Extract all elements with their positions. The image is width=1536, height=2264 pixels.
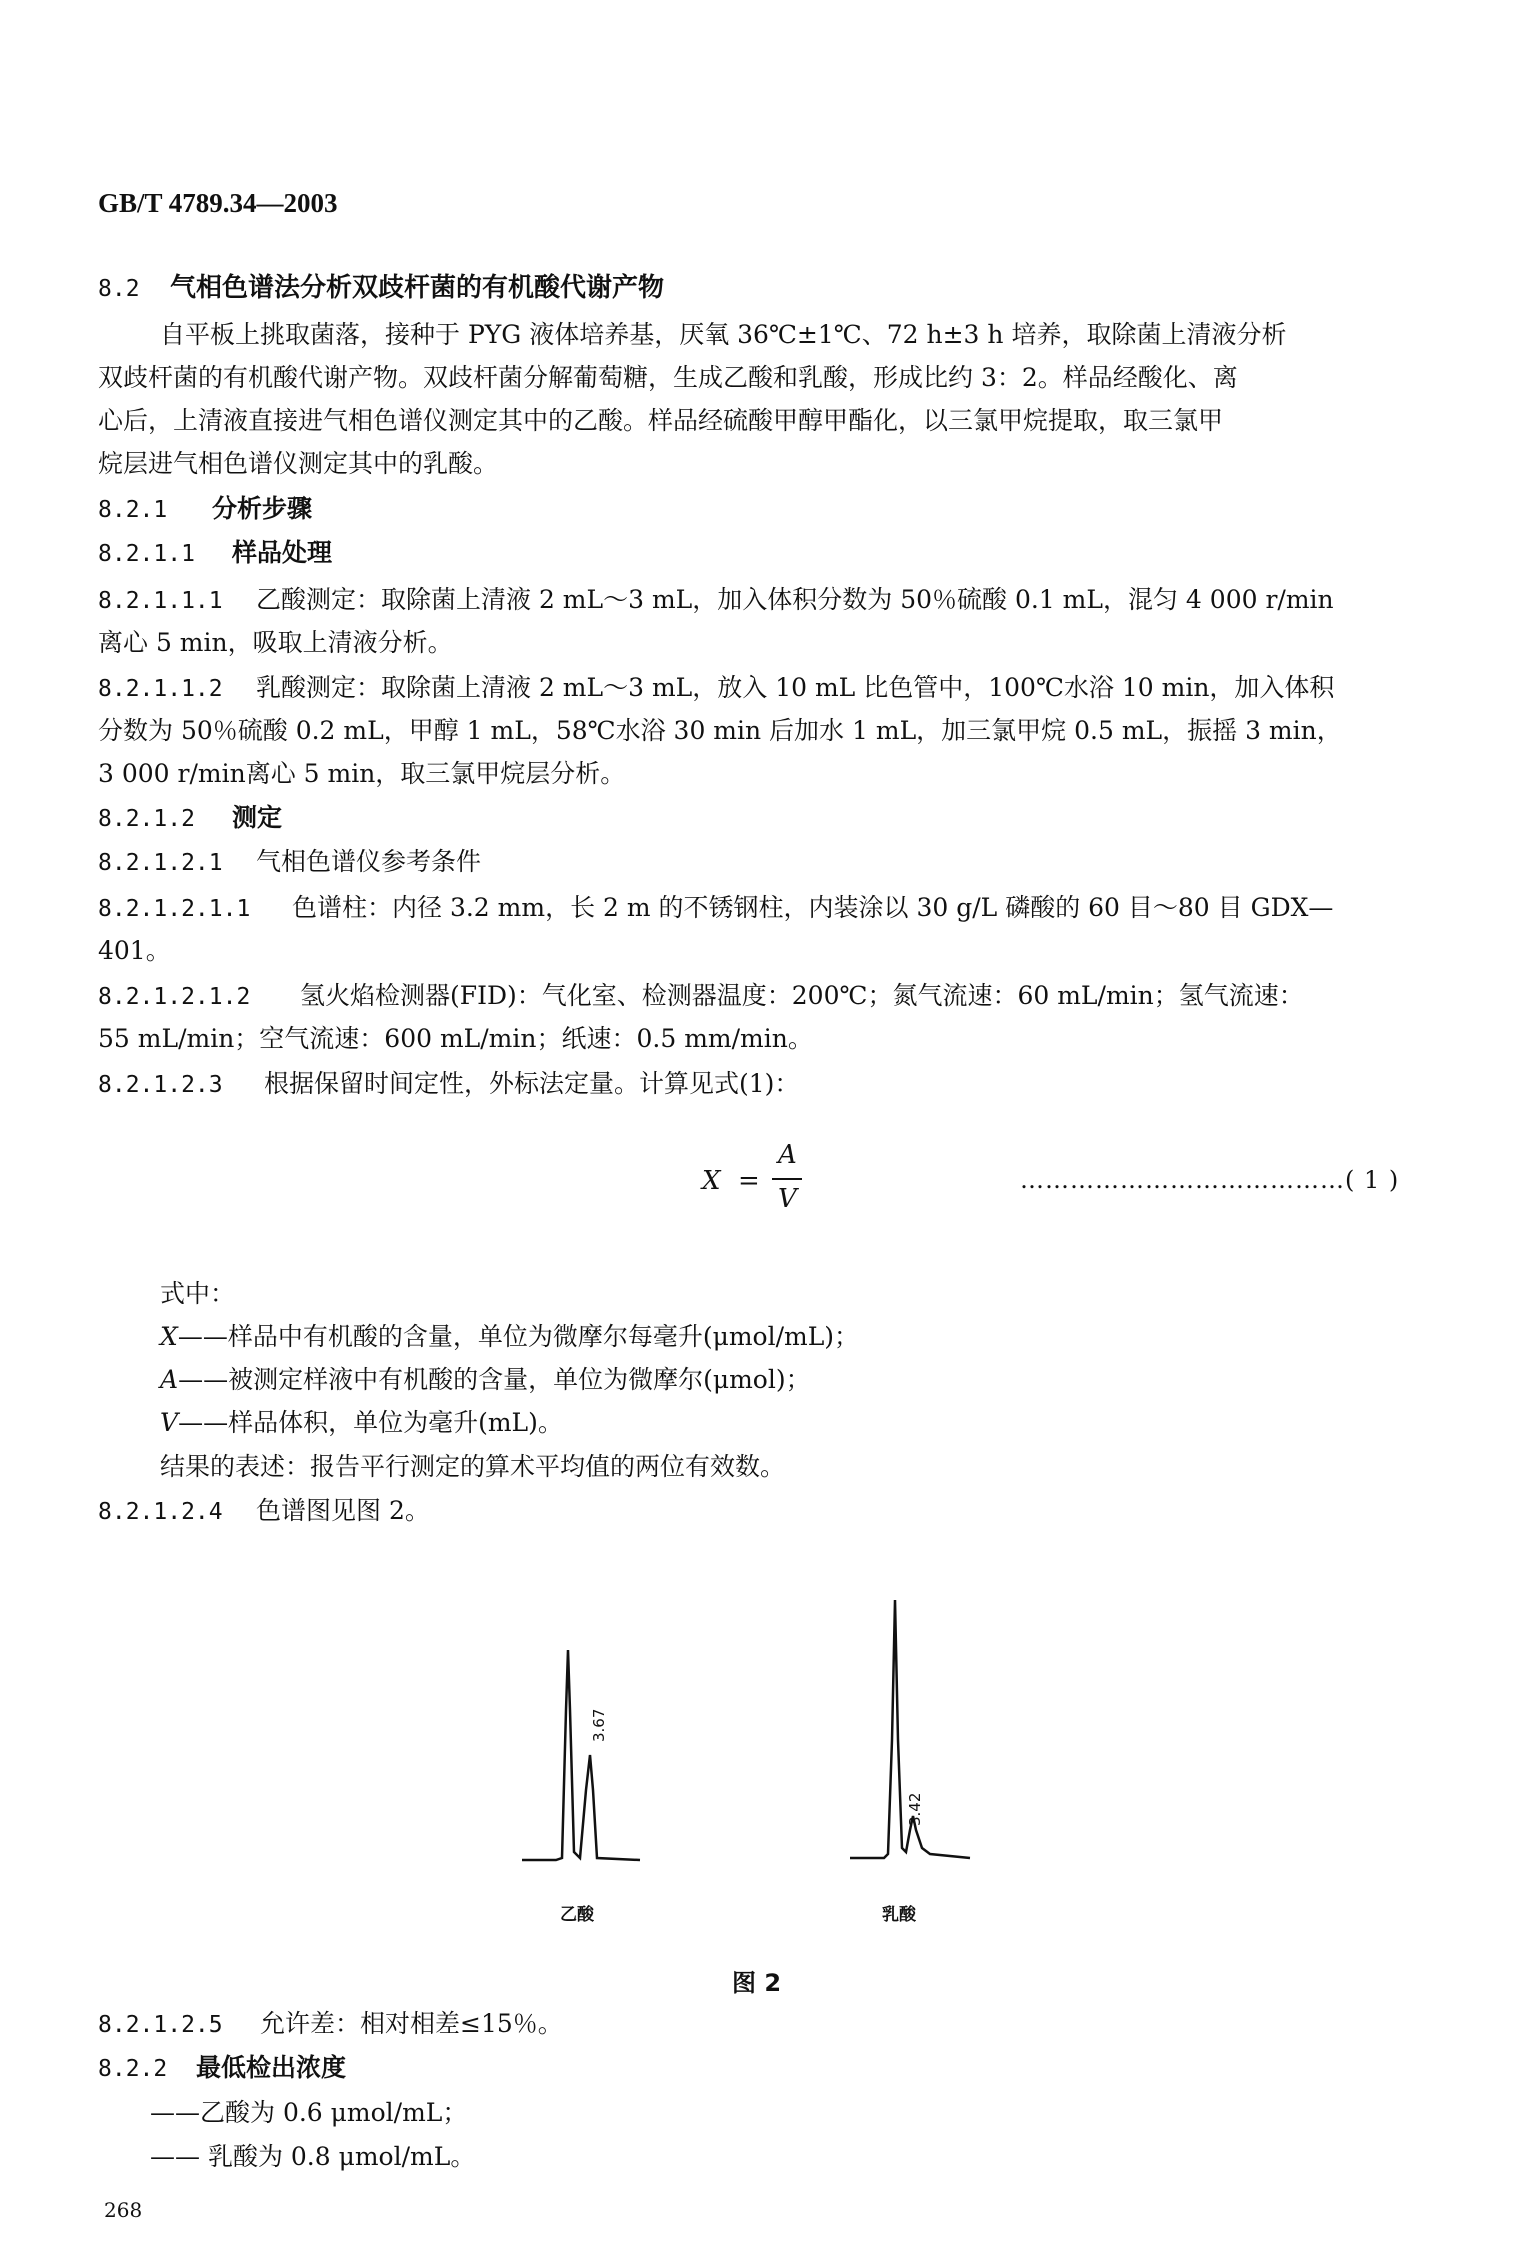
where-symbol: V xyxy=(160,1408,179,1437)
subsection-number: 8.2.1.2 xyxy=(98,806,195,832)
clause-text: 55 mL/min；空气流速：600 mL/min；纸速：0.5 mm/min。 xyxy=(98,1024,813,1053)
where-dash: —— xyxy=(178,1365,229,1394)
clause-number: 8.2.1.1.1 xyxy=(98,588,223,614)
subsection-number: 8.2.1 xyxy=(98,497,168,523)
where-symbol: A xyxy=(160,1365,179,1394)
clause-text: 3 000 r/min离心 5 min，取三氯甲烷层分析。 xyxy=(98,759,626,788)
clause-number: 8.2.1.2.5 xyxy=(98,2012,223,2038)
where-text: 样品中有机酸的含量，单位为微摩尔每毫升(μmol/mL)； xyxy=(227,1322,860,1351)
subsection-number: 8.2.1.1 xyxy=(98,541,195,567)
standard-number: GB/T 4789.34—2003 xyxy=(98,188,338,218)
where-item xyxy=(160,1363,811,1397)
clause-text: 氢火焰检测器(FID)：气化室、检测器温度：200℃；氮气流速：60 mL/min；氢气流速： xyxy=(300,981,1304,1010)
limit-item: —— 乳酸为 0.8 μmol/mL。 xyxy=(150,2142,476,2171)
formula xyxy=(690,1140,820,1220)
subsection-number: 8.2.2 xyxy=(98,2056,168,2082)
where-item xyxy=(160,1320,859,1354)
subsection-heading: 最低检出浓度 xyxy=(196,2053,347,2082)
formula-leader xyxy=(1020,1166,1399,1194)
caption-lactic: 乳酸 xyxy=(882,1905,916,1925)
intro-line-1: 自平板上挑取菌落，接种于 PYG 液体培养基，厌氧 36℃±1℃、72 h±3 h 培养，取除菌上清液分析 xyxy=(160,320,1287,349)
formula-numerator: A xyxy=(778,1140,797,1170)
chromatogram-figure xyxy=(500,1590,1020,1930)
fraction-bar xyxy=(772,1178,802,1180)
leader-dots: ………………………………… xyxy=(1020,1166,1345,1194)
result-expression: 结果的表述：报告平行测定的算术平均值的两位有效数。 xyxy=(160,1452,786,1481)
clause-text: 分数为 50％硫酸 0.2 mL，甲醇 1 mL，58℃水浴 30 min 后加水 1 mL，加三氯甲烷 0.5 mL，振摇 3 min， xyxy=(98,716,1342,745)
clause-number: 8.2.1.2.3 xyxy=(98,1072,223,1098)
clause-text: 允许差：相对相差≤15％。 xyxy=(260,2009,563,2038)
clause-text: 色谱柱：内径 3.2 mm，长 2 m 的不锈钢柱，内装涂以 30 g/L 磷酸的 60 目～80 目 GDX— xyxy=(292,893,1334,922)
peak-label-acetic: 3.67 xyxy=(590,1708,608,1742)
formula-equals: = xyxy=(738,1166,760,1196)
clause-text: 401。 xyxy=(98,936,171,965)
subsection-heading: 分析步骤 xyxy=(212,494,313,523)
where-dash: —— xyxy=(178,1408,229,1437)
caption-acetic: 乙酸 xyxy=(560,1905,594,1925)
subsection-heading: 测定 xyxy=(232,803,283,832)
limit-item: ——乙酸为 0.6 μmol/mL； xyxy=(150,2098,468,2127)
where-dash: —— xyxy=(177,1322,228,1351)
section-heading: 气相色谱法分析双歧杆菌的有机酸代谢产物 xyxy=(170,273,665,303)
clause-number: 8.2.1.2.1.2 xyxy=(98,984,251,1010)
where-text: 样品体积，单位为毫升(mL)。 xyxy=(228,1408,563,1437)
formula-denominator: V xyxy=(778,1184,797,1214)
page-number: 268 xyxy=(104,2198,143,2222)
peak-label-lactic: 3.42 xyxy=(906,1792,924,1826)
clause-text: 乙酸测定：取除菌上清液 2 mL～3 mL，加入体积分数为 50％硫酸 0.1 mL，混匀 4 000 r/min xyxy=(256,585,1334,614)
chromatogram-trace-acetic xyxy=(522,1650,640,1860)
clause-text: 气相色谱仪参考条件 xyxy=(256,847,482,876)
where-text: 被测定样液中有机酸的含量，单位为微摩尔(μmol)； xyxy=(228,1365,811,1394)
clause-number: 8.2.1.2.1.1 xyxy=(98,896,251,922)
clause-number: 8.2.1.1.2 xyxy=(98,676,223,702)
clause-text: 乳酸测定：取除菌上清液 2 mL～3 mL，放入 10 mL 比色管中，100℃水浴 10 min，加入体积 xyxy=(256,673,1335,702)
intro-line-2: 双歧杆菌的有机酸代谢产物。双歧杆菌分解葡萄糖，生成乙酸和乳酸，形成比约 3：2。样品经酸化、离 xyxy=(98,363,1238,392)
section-number: 8.2 xyxy=(98,276,140,302)
clause-text: 离心 5 min，吸取上清液分析。 xyxy=(98,628,453,657)
where-symbol: X xyxy=(160,1322,178,1351)
clause-number: 8.2.1.2.1 xyxy=(98,850,223,876)
intro-line-3: 心后，上清液直接进气相色谱仪测定其中的乙酸。样品经硫酸甲醇甲酯化，以三氯甲烷提取，取三氯甲 xyxy=(98,406,1224,435)
intro-line-4: 烷层进气相色谱仪测定其中的乳酸。 xyxy=(98,449,499,478)
figure-title: 图 2 xyxy=(732,1969,782,1997)
where-item xyxy=(160,1406,563,1440)
clause-number: 8.2.1.2.4 xyxy=(98,1499,223,1525)
where-label: 式中： xyxy=(160,1279,236,1308)
clause-text: 色谱图见图 2。 xyxy=(256,1496,430,1525)
clause-text: 根据保留时间定性，外标法定量。计算见式(1)： xyxy=(264,1069,800,1098)
formula-lhs: X xyxy=(702,1166,721,1196)
equation-label: ( 1 ) xyxy=(1345,1166,1400,1194)
subsection-heading: 样品处理 xyxy=(232,538,333,567)
